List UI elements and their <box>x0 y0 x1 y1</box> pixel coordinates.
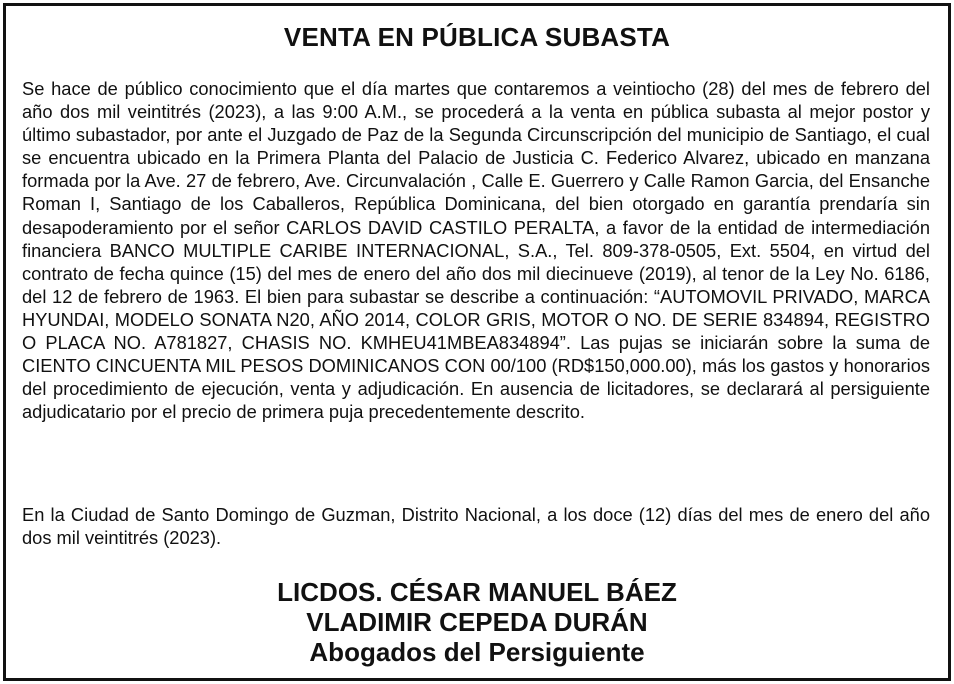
signature-line-lawyers: LICDOS. CÉSAR MANUEL BÁEZ <box>277 577 677 607</box>
notice-frame <box>3 3 951 681</box>
notice-paragraph-date: En la Ciudad de Santo Domingo de Guzman, Distrito Nacional, a los doce (12) días del mes de enero del año dos mil veintitrés (2023). <box>22 504 930 549</box>
signature-line-role: Abogados del Persiguiente <box>309 637 645 667</box>
signature-line-second-lawyer: VLADIMIR CEPEDA DURÁN <box>306 607 648 637</box>
notice-paragraph-main: Se hace de público conocimiento que el día martes que contaremos a veintiocho (28) del mes de febrero del año dos mil veintitrés (2023), a las 9:00 A.M., se procederá a la venta en pública subasta al mejor postor y último subastador, por ante el Juzgado de Paz de la Segunda Circunscripción del municipio de Santiago, el cual se encuentra ubicado en la Primera Planta del Palacio de Justicia C. Federico Alvarez, ubicado en manzana formada por la Ave. 27 de febrero, Ave. Circunvalación , Calle E. Guerrero y Calle Ramon Garcia, del Ensanche Roman I, Santiago de los Caballeros, República Dominicana, del bien otorgado en garantía prendaría sin desapoderamiento por el señor CARLOS DAVID CASTILO PERALTA, a favor de la entidad de intermediación financiera BANCO MULTIPLE CARIBE INTERNACIONAL, S.A., Tel. 809-378-0505, Ext. 5504, en virtud del contrato de fecha quince (15) del mes de enero del año dos mil diecinueve (2019), al tenor de la Ley No. 6186, del 12 de febrero de 1963. El bien para subastar se describe a continuación: “AUTOMOVIL PRIVADO, MARCA HYUNDAI, MODELO SONATA N20, AÑO 2014, COLOR GRIS, MOTOR O NO. DE SERIE 834894, REGISTRO O PLACA NO. A781827, CHASIS NO. KMHEU41MBEA834894”. Las pujas se iniciarán sobre la suma de CIENTO CINCUENTA MIL PESOS DOMINICANOS CON 00/100 (RD$150,000.00), más los gastos y honorarios del procedimiento de ejecución, venta y adjudicación. En ausencia de licitadores, se declarará al persiguiente adjudicatario por el precio de primera puja precedentemente descrito. <box>22 78 930 423</box>
signature-block <box>6 577 948 667</box>
notice-title: VENTA EN PÚBLICA SUBASTA <box>283 22 671 52</box>
